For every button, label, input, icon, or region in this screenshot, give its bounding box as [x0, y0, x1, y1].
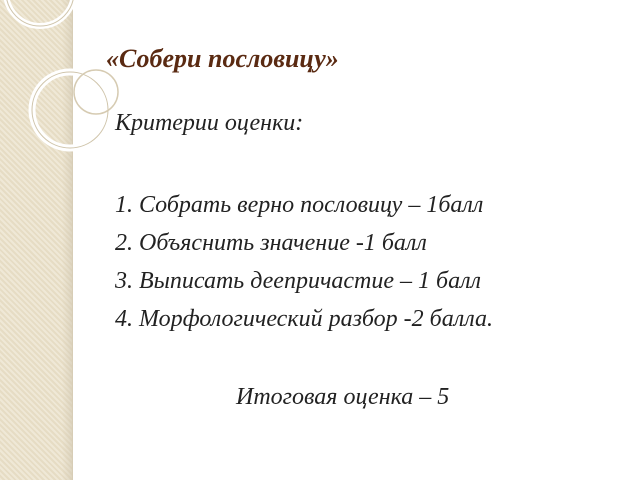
decorative-rings — [0, 0, 140, 170]
criteria-list — [115, 186, 493, 338]
criteria-item: 2. Объяснить значение -1 балл — [115, 230, 427, 256]
decorative-ring-middle-outline — [32, 72, 108, 148]
slide-title: «Собери пословицу» — [106, 44, 339, 73]
total-score: Итоговая оценка – 5 — [236, 384, 450, 410]
criteria-item: 4. Морфологический разбор -2 балла. — [115, 306, 493, 332]
criteria-item: 3. Выписать деепричастие – 1 балл — [115, 268, 482, 294]
decorative-ring-small — [74, 70, 118, 114]
criteria-item: 1. Собрать верно пословицу – 1балл — [115, 192, 484, 218]
criteria-label: Критерии оценки: — [115, 110, 304, 136]
decorative-ring-top — [6, 0, 74, 26]
